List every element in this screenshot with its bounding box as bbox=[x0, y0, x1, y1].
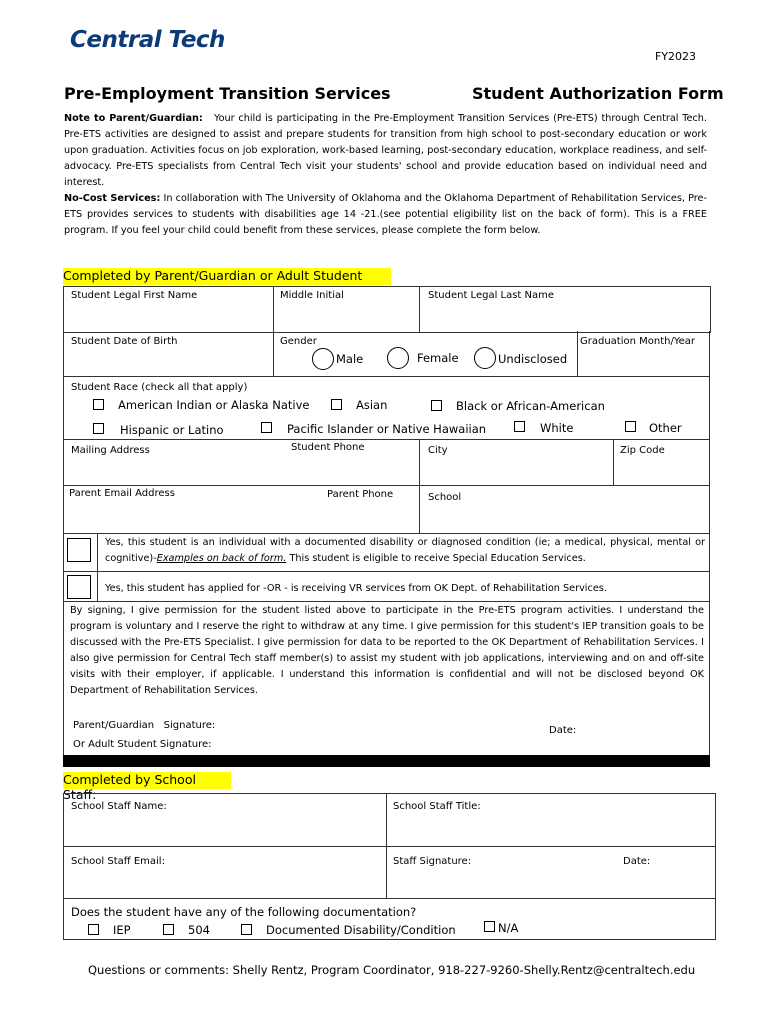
doc-504-label: 504 bbox=[188, 923, 210, 937]
staff-signature-field[interactable] bbox=[390, 868, 610, 896]
doc-iep-label: IEP bbox=[113, 923, 131, 937]
race-other-checkbox[interactable] bbox=[625, 421, 636, 432]
zip-label: Zip Code bbox=[620, 445, 665, 456]
city-label: City bbox=[428, 445, 448, 456]
staff-email-field[interactable] bbox=[66, 868, 383, 896]
staff-date-field[interactable] bbox=[620, 868, 710, 896]
fiscal-year: FY2023 bbox=[655, 50, 697, 63]
doc-na-label: N/A bbox=[498, 921, 519, 935]
gender-female-label: Female bbox=[417, 351, 459, 365]
race-label: Student Race (check all that apply) bbox=[71, 382, 248, 393]
city-field[interactable] bbox=[422, 458, 610, 483]
staff-signature-label: Staff Signature: bbox=[393, 856, 472, 867]
vr-services-statement: Yes, this student has applied for -OR - is receiving VR services from OK Dept. of Rehabilitation Services. bbox=[105, 583, 607, 594]
disability-checkbox[interactable] bbox=[67, 538, 91, 562]
doc-iep-checkbox[interactable] bbox=[88, 924, 99, 935]
staff-section-title: Completed by School Staff: bbox=[63, 772, 231, 789]
parent-date-field[interactable] bbox=[580, 720, 700, 748]
race-black-label: Black or African-American bbox=[456, 399, 605, 413]
adult-student-signature-label: Or Adult Student Signature: bbox=[73, 739, 212, 750]
doc-na-checkbox[interactable] bbox=[484, 921, 495, 932]
section-divider bbox=[63, 755, 710, 767]
parent-email-label: Parent Email Address bbox=[69, 488, 175, 499]
race-american-indian-checkbox[interactable] bbox=[93, 399, 104, 410]
staff-date-label: Date: bbox=[623, 856, 651, 867]
mailing-address-field[interactable] bbox=[66, 458, 416, 483]
disability-statement bbox=[105, 535, 705, 567]
zip-field[interactable] bbox=[616, 458, 707, 483]
race-asian-label: Asian bbox=[356, 398, 388, 412]
doc-504-checkbox[interactable] bbox=[163, 924, 174, 935]
nocost-label: No-Cost Services: bbox=[64, 193, 161, 204]
intro-text bbox=[64, 111, 707, 239]
vr-services-checkbox[interactable] bbox=[67, 575, 91, 599]
examples-link[interactable]: Examples on back of form. bbox=[156, 553, 287, 564]
parent-section-title: Completed by Parent/Guardian or Adult Student bbox=[63, 268, 391, 285]
staff-name-label: School Staff Name: bbox=[71, 801, 167, 812]
footer-contact: Questions or comments: Shelly Rentz, Program Coordinator, 918-227-9260-Shelly.Rentz@centraltech.edu bbox=[88, 963, 696, 977]
parent-email-field[interactable] bbox=[66, 502, 416, 530]
race-american-indian-label: American Indian or Alaska Native bbox=[118, 398, 310, 412]
disability-text-a: Yes, this student is an individual with a documented disability or diagnosed condition (ie; a medical, physical, mental or cognitive)- bbox=[105, 537, 705, 564]
central-tech-logo: Central Tech bbox=[70, 27, 225, 53]
graduation-label: Graduation Month/Year bbox=[580, 336, 696, 347]
middle-initial-field[interactable] bbox=[276, 302, 416, 328]
dob-label: Student Date of Birth bbox=[71, 336, 178, 347]
note-paragraph bbox=[64, 111, 707, 191]
student-phone-label: Student Phone bbox=[291, 442, 365, 453]
race-hispanic-checkbox[interactable] bbox=[93, 423, 104, 434]
staff-title-label: School Staff Title: bbox=[393, 801, 481, 812]
doc-disability-checkbox[interactable] bbox=[241, 924, 252, 935]
school-label: School bbox=[428, 492, 462, 503]
gender-male-label: Male bbox=[336, 352, 364, 366]
first-name-label: Student Legal First Name bbox=[71, 290, 198, 301]
documentation-question: Does the student have any of the following documentation? bbox=[71, 905, 417, 919]
gender-label: Gender bbox=[280, 336, 317, 347]
parent-date-label: Date: bbox=[549, 725, 577, 736]
race-black-checkbox[interactable] bbox=[431, 400, 442, 411]
parent-signature-field[interactable] bbox=[230, 720, 530, 750]
gender-undisclosed-label: Undisclosed bbox=[498, 352, 568, 366]
nocost-paragraph bbox=[64, 191, 707, 239]
staff-name-field[interactable] bbox=[66, 815, 383, 843]
graduation-field[interactable] bbox=[580, 350, 707, 374]
parent-signature-label: Parent/Guardian Signature: bbox=[73, 720, 216, 731]
disability-text-b: This student is eligible to receive Special Education Services. bbox=[286, 553, 586, 564]
doc-disability-label: Documented Disability/Condition bbox=[266, 923, 456, 937]
race-white-checkbox[interactable] bbox=[514, 421, 525, 432]
race-white-label: White bbox=[540, 421, 574, 435]
gender-female-radio[interactable] bbox=[387, 347, 409, 369]
school-field[interactable] bbox=[422, 505, 707, 530]
last-name-label: Student Legal Last Name bbox=[428, 290, 555, 301]
note-label: Note to Parent/Guardian: bbox=[64, 113, 203, 124]
first-name-field[interactable] bbox=[66, 302, 270, 328]
nocost-text: In collaboration with The University of Oklahoma and the Oklahoma Department of Rehabilitation Services, Pre-ETS provides services to students with disabilities age 14 -21.(see potential eligibility list on the back of form). This is a FREE program. If you feel your child could benefit from these services, please complete the form below. bbox=[64, 193, 708, 236]
race-hispanic-label: Hispanic or Latino bbox=[120, 423, 224, 437]
last-name-field[interactable] bbox=[422, 302, 706, 328]
gender-undisclosed-radio[interactable] bbox=[474, 347, 496, 369]
race-pacific-islander-label: Pacific Islander or Native Hawaiian bbox=[287, 422, 487, 436]
race-asian-checkbox[interactable] bbox=[331, 399, 342, 410]
middle-initial-label: Middle Initial bbox=[280, 290, 344, 301]
gender-male-radio[interactable] bbox=[312, 348, 334, 370]
form-title-left: Pre-Employment Transition Services bbox=[64, 84, 391, 103]
dob-field[interactable] bbox=[66, 350, 270, 374]
race-other-label: Other bbox=[649, 421, 682, 435]
race-pacific-islander-checkbox[interactable] bbox=[261, 422, 272, 433]
parent-phone-label: Parent Phone bbox=[327, 489, 394, 500]
mailing-address-label: Mailing Address bbox=[71, 445, 150, 456]
staff-title-field[interactable] bbox=[390, 815, 711, 843]
permission-statement: By signing, I give permission for the student listed above to participate in the Pre-ETS program activities. I understand the program is voluntary and I reserve the right to withdraw at any time. I give permission for this student's IEP transition goals to be discussed with the Pre-ETS Specialist. I give permission for data to be reported to the OK Department of Rehabilitation Services. I also give permission for Central Tech staff member(s) to assist my student with job applications, interviewing and on and off-site visits with their employer, if applicable. I understand this information is confidential and will not be disclosed beyond OK Department of Rehabilitation Services. bbox=[70, 605, 704, 696]
note-text: Your child is participating in the Pre-Employment Transition Services (Pre-ETS) through Central Tech. Pre-ETS activities are designed to assist and prepare students for transition from high school to post-secondary education or work upon graduation. Activities focus on job exploration, work-based learning, post-secondary education, workplace readiness, and self-advocacy. Pre-ETS specialists from Central Tech visit your students' school and provide education based on individual need and interest. bbox=[64, 113, 707, 188]
staff-email-label: School Staff Email: bbox=[71, 856, 165, 867]
form-title-right: Student Authorization Form bbox=[472, 84, 724, 103]
